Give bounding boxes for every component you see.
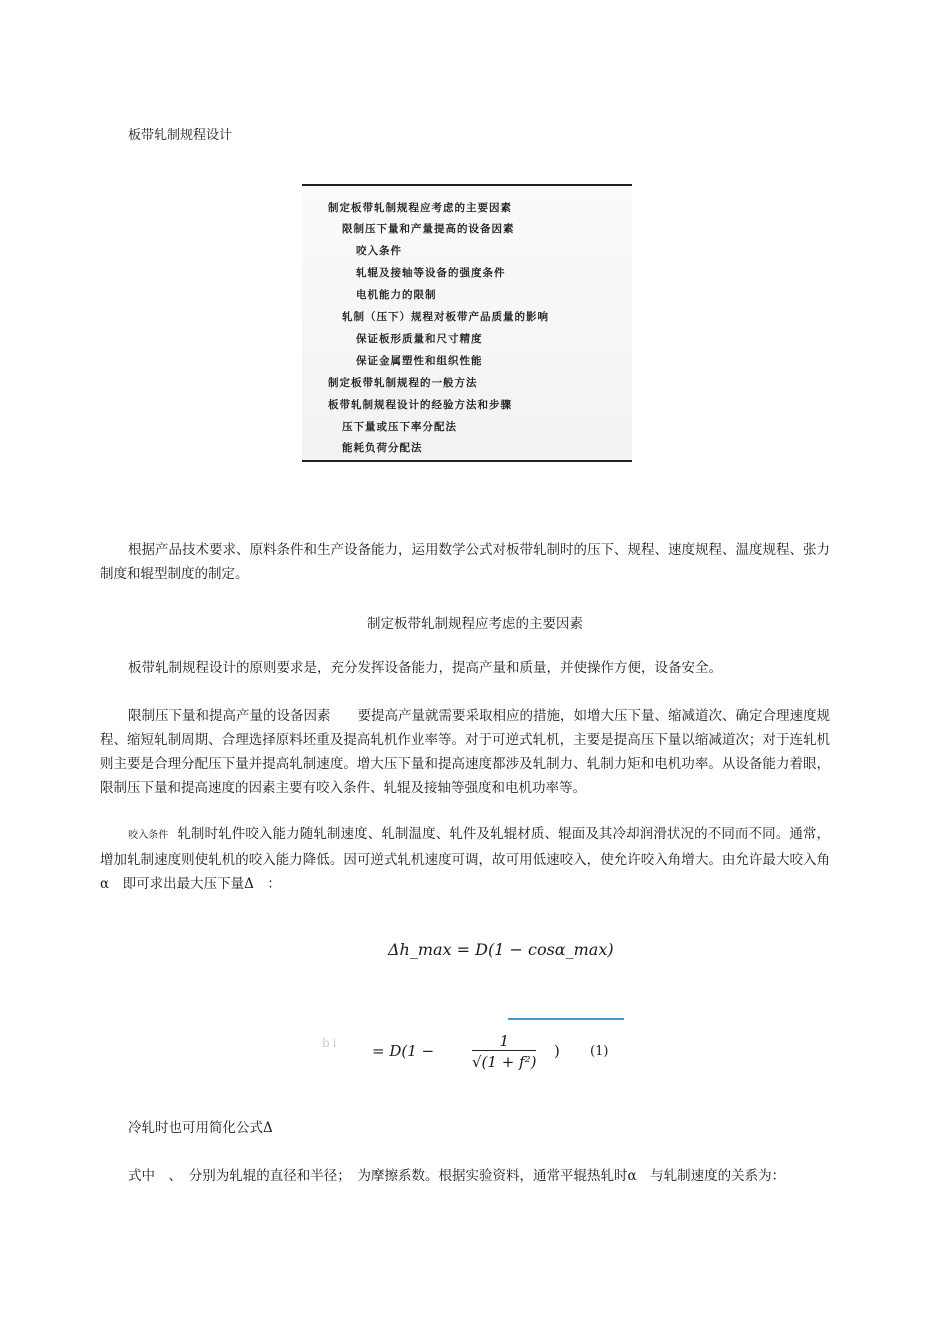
toc-item: 能耗负荷分配法	[342, 442, 423, 454]
toc-item: 轧制（压下）规程对板带产品质量的影响	[342, 311, 549, 323]
fraction-denominator: √(1 + f²)	[472, 1053, 537, 1071]
toc-item: 保证金属塑性和组织性能	[356, 355, 483, 367]
toc-item: 制定板带轧制规程的一般方法	[328, 377, 478, 389]
bite-text: 轧制时轧件咬入能力随轧制速度、轧制温度、轧件及轧辊材质、辊面及其冷却润滑状况的不同而不同。通常，增加轧制速度则使轧机的咬入能力降低。因可逆式轧机速度可调，故可用低速咬入，使允许咬入角增大。由允许最大咬入角α 即可求出最大压下量Δ ：	[100, 826, 831, 892]
cold-rolling-line: 冷轧时也可用简化公式Δ	[128, 1120, 273, 1136]
equation-number: (1)	[590, 1044, 609, 1059]
toc-item: 咬入条件	[356, 245, 402, 257]
toc-item: 限制压下量和产量提高的设备因素	[342, 223, 515, 235]
fraction-numerator: 1	[472, 1032, 536, 1051]
toc-item: 电机能力的限制	[356, 289, 437, 301]
principle-paragraph: 板带轧制规程设计的原则要求是，充分发挥设备能力，提高产量和质量，并使操作方便，设备安全。	[128, 660, 722, 676]
toc-image	[302, 184, 632, 462]
toc-item: 压下量或压下率分配法	[342, 421, 457, 433]
formula-friction: b↓ = D(1 − $\frac{1}{\text{√(1 + f²)}}$ ) (1)	[322, 1018, 624, 1086]
toc-item: 板带轧制规程设计的经验方法和步骤	[328, 399, 512, 411]
formula-prefix: = D(1 −	[372, 1042, 435, 1060]
document-title: 板带轧制规程设计	[128, 128, 233, 143]
section-heading: 制定板带轧制规程应考虑的主要因素	[367, 616, 583, 632]
where-line: 式中 、 分别为轧辊的直径和半径； 为摩擦系数。根据实验资料，通常平辊热轧时α 与轧制速度的关系为：	[128, 1168, 786, 1184]
toc-item: 保证板形质量和尺寸精度	[356, 333, 483, 345]
blue-rule	[508, 1018, 624, 1020]
toc-item: 轧辊及接轴等设备的强度条件	[356, 267, 506, 279]
toc-item: 制定板带轧制规程应考虑的主要因素	[328, 202, 512, 214]
formula-max-reduction: Δh_max = D(1 − cosα_max)	[388, 940, 614, 959]
bite-label: 咬入条件	[128, 830, 169, 841]
intro-paragraph: 根据产品技术要求、原料条件和生产设备能力，运用数学公式对板带轧制时的压下、规程、速度规程、温度规程、张力制度和辊型制度的制定。	[100, 542, 830, 582]
formula-suffix: )	[554, 1042, 560, 1060]
equipment-paragraph: 限制压下量和提高产量的设备因素 要提高产量就需要采取相应的措施，如增大压下量、缩减道次、确定合理速度规程、缩短轧制周期、合理选择原料坯重及提高轧机作业率等。对于可逆式轧机，主要是提高压下量以缩减道次；对于连轧机则主要是合理分配压下量并提高轧制速度。增大压下量和提高速度都涉及轧制力、轧制力矩和电机功率。从设备能力着眼，限制压下量和提高速度的因素主要有咬入条件、轧辊及接轴等强度和电机功率等。	[100, 708, 830, 796]
formula-fraction	[472, 1032, 536, 1071]
bite-paragraph	[100, 822, 830, 896]
